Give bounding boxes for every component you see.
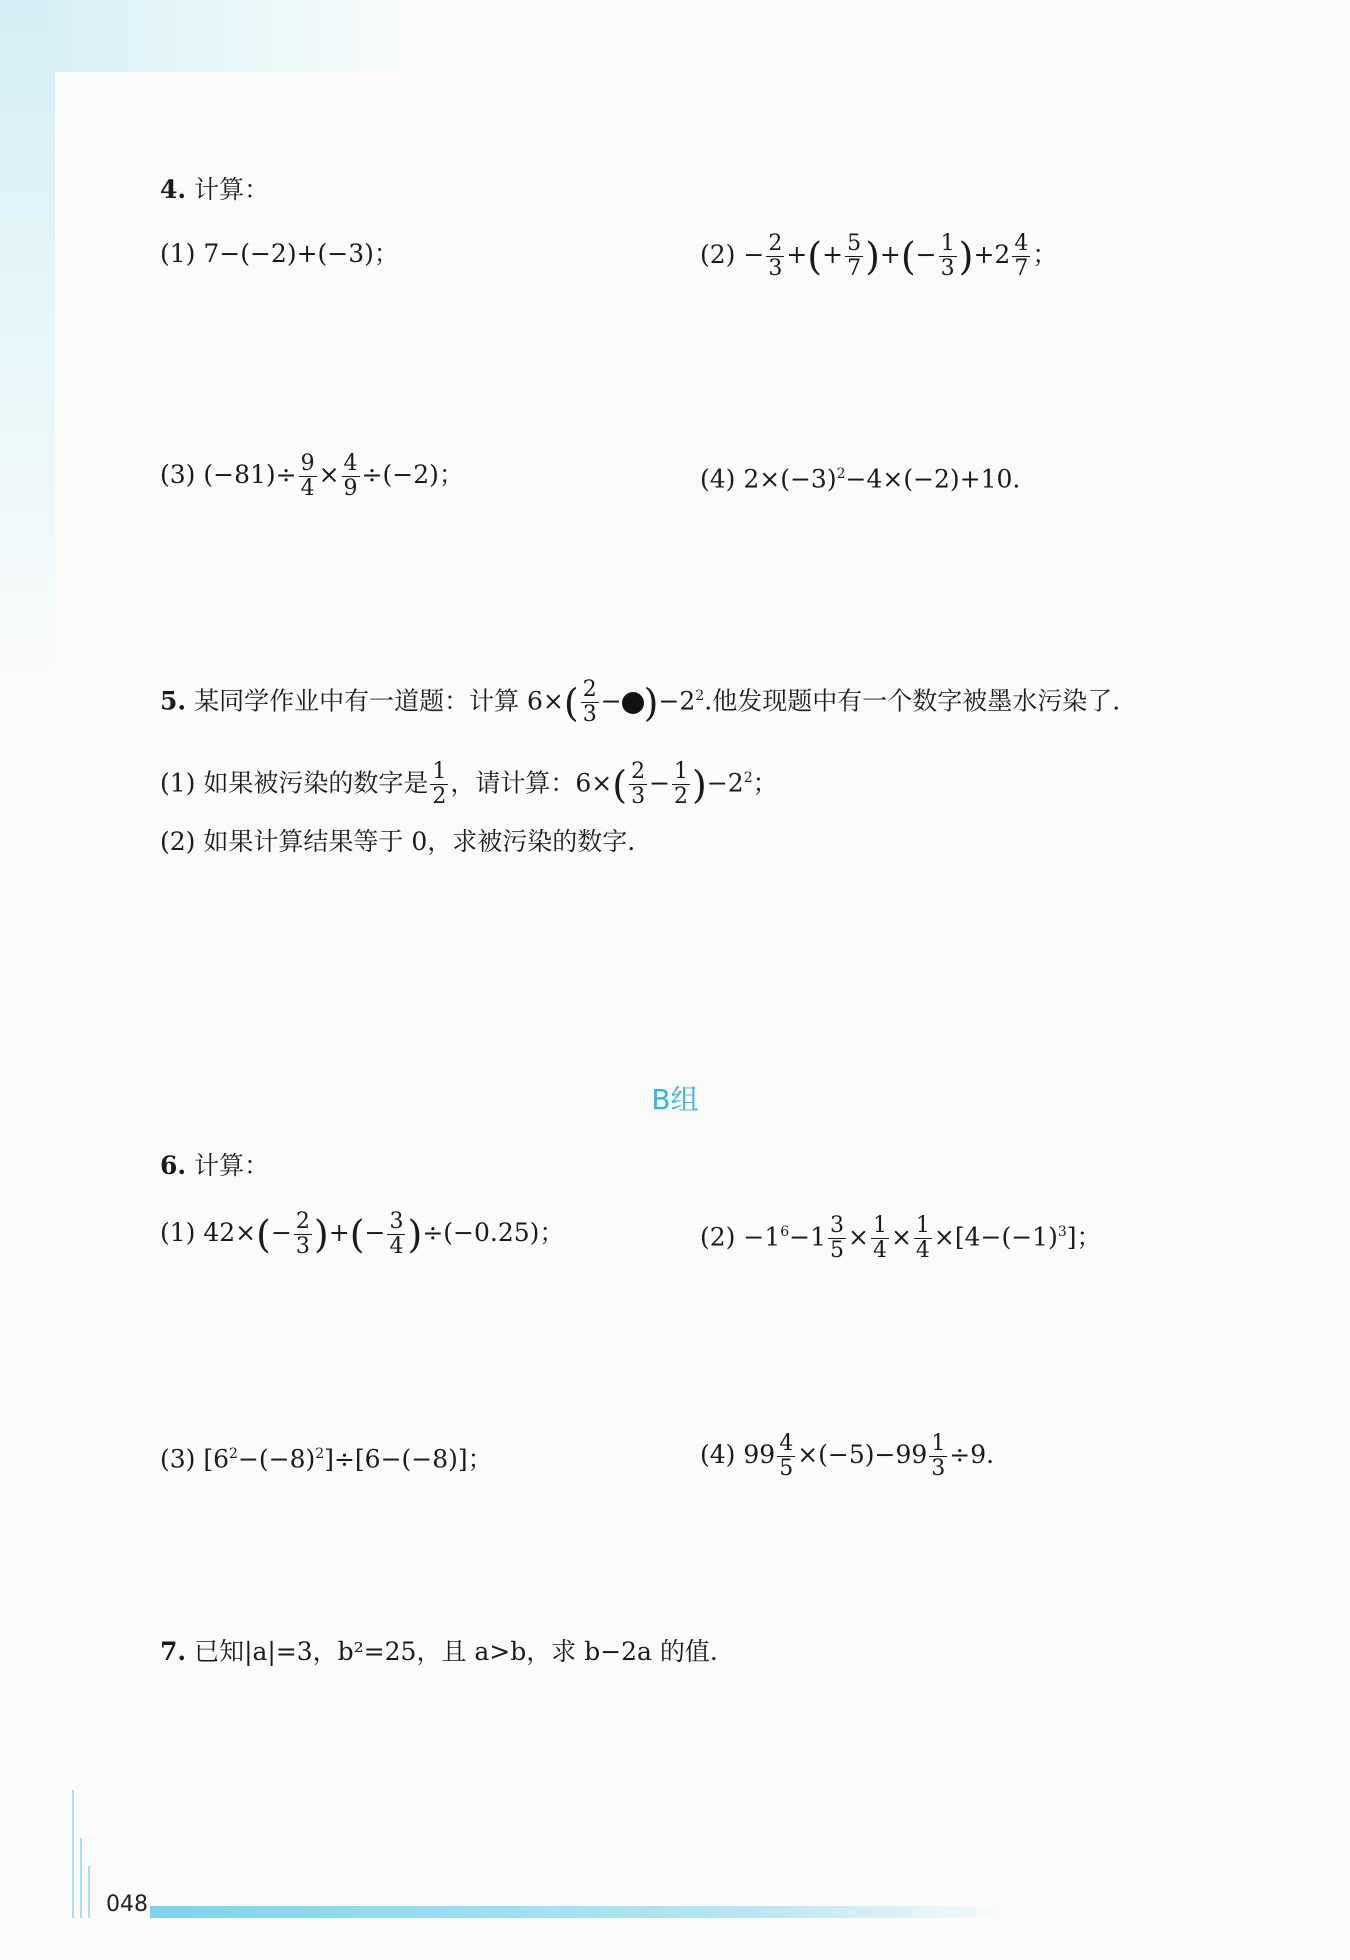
question-6-part-1: (1) 42×(− $\frac{2}{3}$ )+(− $\frac{3}{4}$ )÷(−0.25)； (160, 1209, 565, 1259)
question-4-part-1: (1) 7−(−2)+(−3)； (160, 239, 399, 268)
left-decoration (0, 0, 55, 700)
question-7: 7. 已知|a|=3，b²=25，且 a>b，求 b−2a 的值. (160, 1637, 718, 1666)
footer-decor-line (72, 1790, 74, 1918)
question-4-part-3: (3) (−81)÷ $\frac{9}{4}$ × $\frac{4}{9}$ ÷(−2)； (160, 451, 464, 501)
footer-decor-line (80, 1838, 82, 1918)
question-5-part-2: (2) 如果计算结果等于 0，求被污染的数字. (160, 827, 636, 856)
question-6-part-3: (3) $[6^2-(-8)^2]\div[6-(-8)]$； (160, 1444, 493, 1474)
question-4-title: 4. 计算： (160, 175, 270, 204)
page-number: 048 (106, 1892, 148, 1917)
question-6-part-2: $(2) -1^6-1$ $\frac{3}{5}$ × $\frac{1}{4}$ × $\frac{1}{4}$ $\times[4-(-1)^3]$； (700, 1213, 1102, 1264)
question-5-stem: 5. 某同学作业中有一道题：计算 6×( $\frac{2}{3}$ − )$-2^2$.他发现题中有一个数字被墨水污染了. (160, 677, 1121, 728)
ink-blot (622, 692, 644, 714)
footer-bar (150, 1906, 1010, 1918)
group-b-heading: B组 (651, 1083, 699, 1116)
question-6-title: 6. 计算： (160, 1151, 270, 1180)
question-6-part-4: (4) 99 $\frac{4}{5}$ ×(−5)−99 $\frac{1}{3}$ ÷9. (700, 1431, 995, 1481)
corner-decoration (0, 0, 420, 72)
question-4-part-4: (4) $2\times(-3)^2-4\times(-2)+10$. (700, 464, 1021, 494)
footer-decor-line (88, 1866, 90, 1918)
question-5-part-1: (1) 如果被污染的数字是 $\frac{1}{2}$ ，请计算：6×( $\frac{2}{3}$ − $\frac{1}{2}$ )$-2^2$； (160, 759, 778, 810)
question-4-part-2: (2) − $\frac{2}{3}$ +(+ $\frac{5}{7}$ )+(− $\frac{1}{3}$ )+2 $\frac{4}{7}$ ； (700, 231, 1058, 281)
